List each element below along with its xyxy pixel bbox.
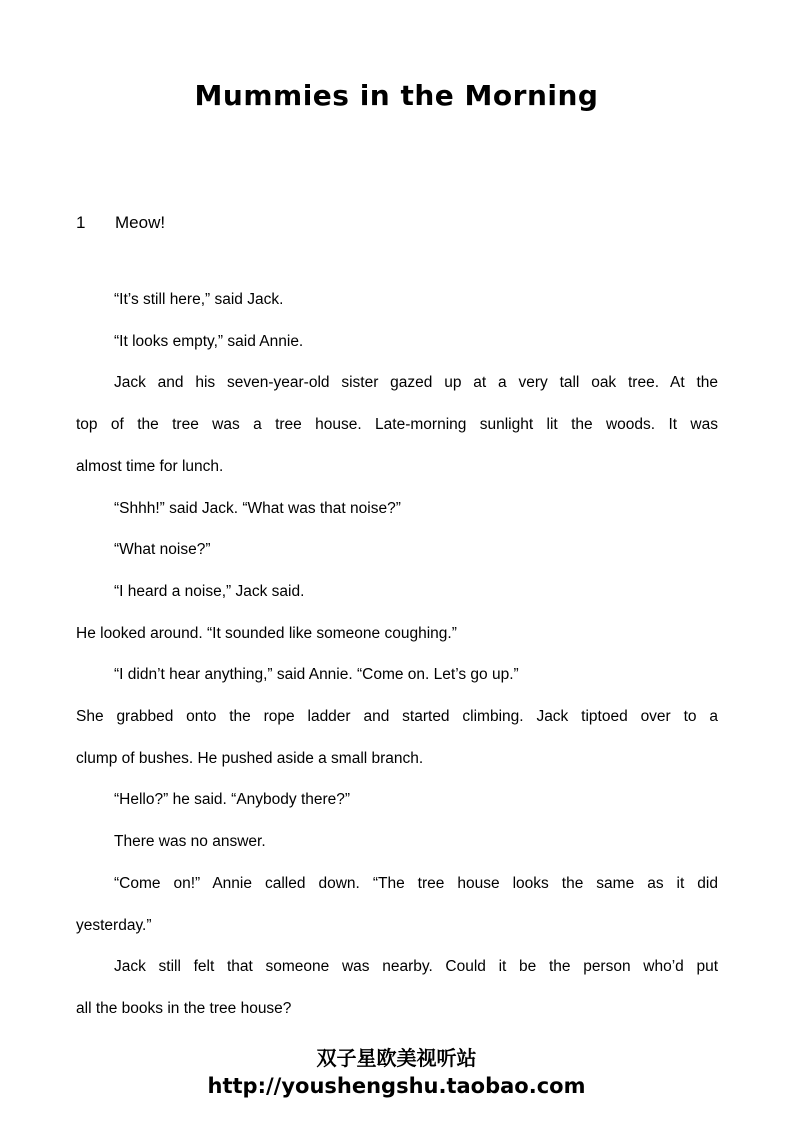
body-line: clump of bushes. He pushed aside a small branch. [76,749,424,767]
body-line: almost time for lunch. [76,457,224,475]
body-line: “It looks empty,” said Annie. [114,332,304,350]
body-line: There was no answer. [114,833,266,851]
page-footer [0,1044,793,1100]
chapter-title: Meow! [115,213,166,232]
page-title: Mummies in the Morning [194,79,599,112]
body-line: Jack still felt that someone was nearby. Could it be the person who’d put [114,958,718,976]
footer-site-name: 双子星欧美视听站 [316,1046,477,1070]
footer-url-link[interactable]: http://youshengshu.taobao.com [207,1074,586,1098]
body-line: “What noise?” [114,541,211,559]
body-line: “Shhh!” said Jack. “What was that noise?” [114,499,401,517]
body-line: top of the tree was a tree house. Late-morning sunlight lit the woods. It was [76,416,718,434]
body-line: “I didn’t hear anything,” said Annie. “Come on. Let’s go up.” [114,666,519,684]
chapter-heading [76,213,165,233]
body-text [76,279,718,1030]
body-line: “Hello?” he said. “Anybody there?” [114,791,351,809]
body-line: She grabbed onto the rope ladder and started climbing. Jack tiptoed over to a [76,708,718,726]
body-line: “It’s still here,” said Jack. [114,291,284,308]
chapter-number: 1 [76,213,86,232]
body-line: all the books in the tree house? [76,999,292,1017]
body-line: He looked around. “It sounded like someone coughing.” [76,624,457,642]
body-line: “Come on!” Annie called down. “The tree house looks the same as it did [114,874,718,892]
body-line: Jack and his seven-year-old sister gazed up at a very tall oak tree. At the [114,374,718,392]
body-line: yesterday.” [76,916,152,934]
body-line: “I heard a noise,” Jack said. [114,582,305,600]
